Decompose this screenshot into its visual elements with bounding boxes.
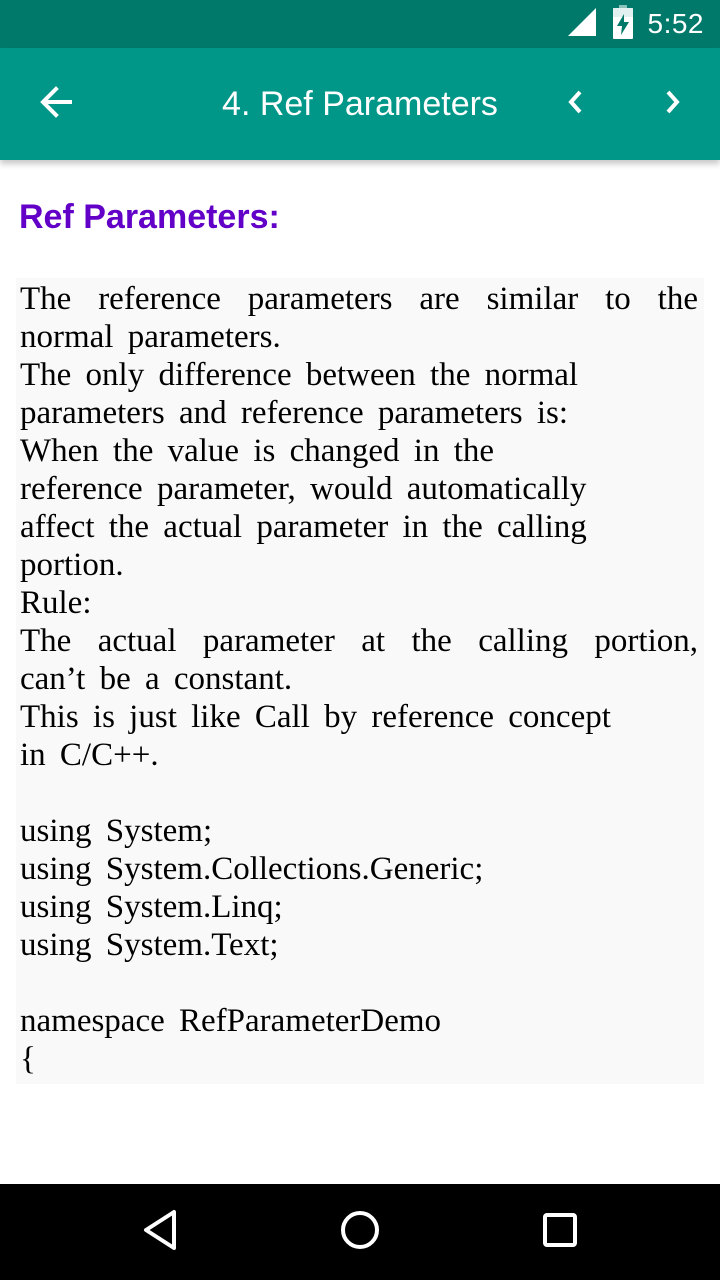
back-button[interactable] (20, 48, 92, 160)
nav-back-button[interactable] (110, 1184, 210, 1280)
chevron-left-icon (564, 88, 588, 121)
text-line: reference parameter, would automatically (20, 471, 587, 507)
section-heading: Ref Parameters: (19, 198, 280, 236)
navigation-bar (0, 1184, 720, 1280)
text-line: This is just like Call by reference concept (20, 699, 611, 735)
status-time: 5:52 (647, 8, 704, 39)
text-line: Rule: (20, 585, 92, 621)
nav-home-icon (339, 1209, 381, 1256)
text-line (20, 964, 698, 1002)
text-line: portion. (20, 547, 124, 583)
arrow-back-icon (38, 84, 74, 125)
text-line: { (20, 1041, 36, 1077)
text-line: using System.Collections.Generic; (20, 851, 484, 887)
text-line: can’t be a constant. (20, 661, 293, 697)
status-bar (0, 0, 720, 48)
text-line: using System.Text; (20, 927, 279, 963)
status-icons (566, 0, 705, 48)
text-line: The only difference between the normal (20, 357, 579, 393)
text-block (16, 278, 704, 1084)
text-line: normal parameters. (20, 319, 281, 355)
nav-home-button[interactable] (310, 1184, 410, 1280)
content-area[interactable] (0, 160, 720, 1184)
nav-recents-icon (541, 1211, 579, 1254)
text-line: using System; (20, 813, 213, 849)
text-line: When the value is changed in the (20, 433, 495, 469)
previous-button[interactable] (540, 48, 612, 160)
text-line: The reference parameters are similar to the (20, 281, 698, 317)
text-line: parameters and reference parameters is: (20, 395, 569, 431)
app-bar (0, 48, 720, 160)
nav-recents-button[interactable] (510, 1184, 610, 1280)
signal-icon (566, 6, 598, 43)
text-line: namespace RefParameterDemo (20, 1003, 442, 1039)
text-line: using System.Linq; (20, 889, 283, 925)
chevron-right-icon (660, 88, 684, 121)
page-title: 4. Ref Parameters (222, 85, 498, 123)
battery-charging-icon (612, 5, 634, 44)
next-button[interactable] (636, 48, 708, 160)
text-line: The actual parameter at the calling portion, (20, 623, 698, 659)
text-line: affect the actual parameter in the calling (20, 509, 587, 545)
nav-back-icon (140, 1208, 180, 1257)
text-line: in C/C++. (20, 737, 159, 773)
text-line (20, 774, 698, 812)
